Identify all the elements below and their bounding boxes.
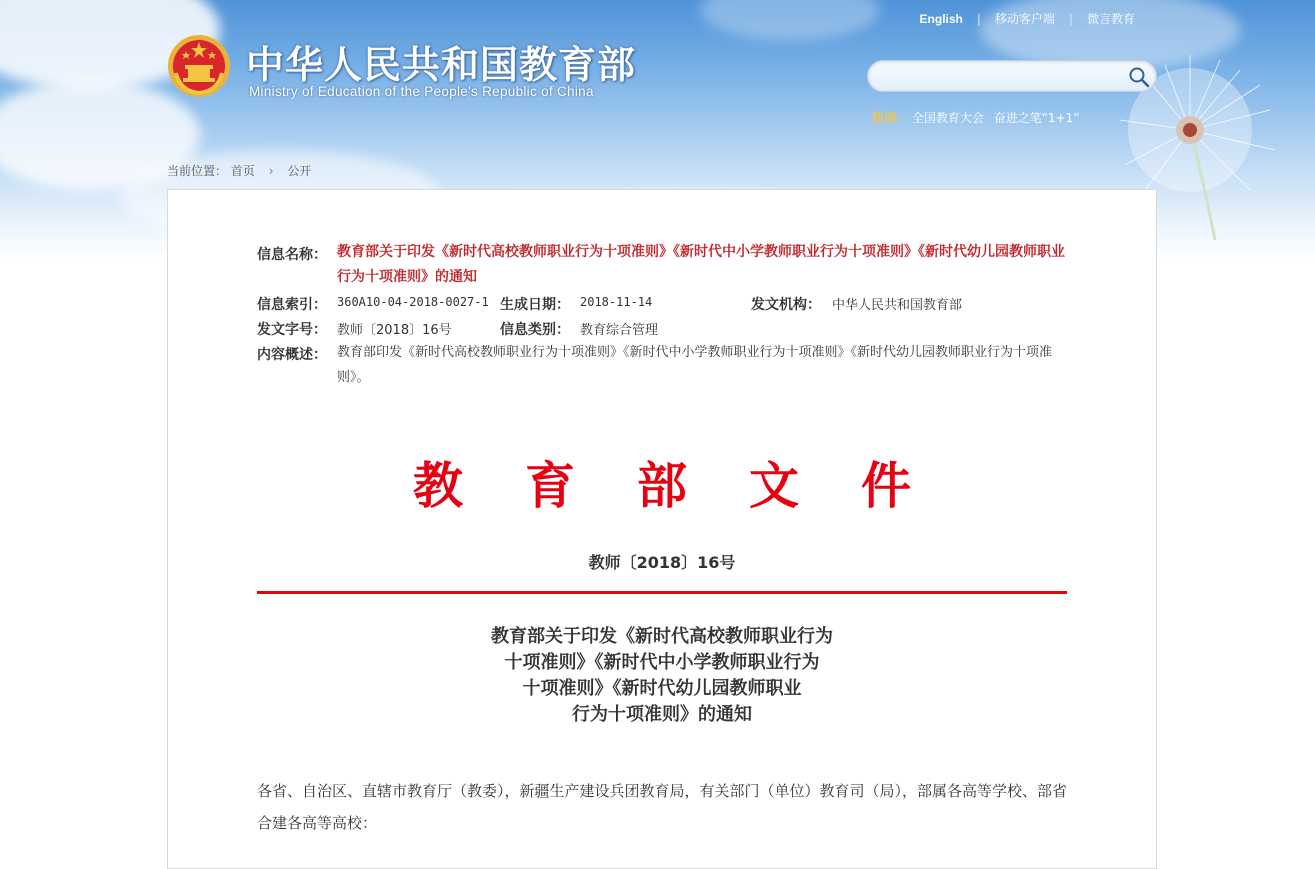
top-links bbox=[920, 10, 1135, 27]
category-value: 教育综合管理 bbox=[580, 323, 659, 338]
divider: | bbox=[1068, 11, 1073, 26]
hot-words bbox=[872, 109, 1085, 126]
info-index-label: 信息索引： bbox=[257, 297, 327, 313]
document-title bbox=[457, 624, 867, 728]
national-emblem-logo bbox=[166, 33, 232, 99]
site-title: 中华人民共和国教育部 bbox=[246, 42, 637, 87]
hot-word-link[interactable]: 奋进之笔“1+1” bbox=[993, 111, 1080, 125]
issuer-value: 中华人民共和国教育部 bbox=[832, 298, 963, 313]
date-label: 生成日期： bbox=[500, 297, 570, 313]
summary-label: 内容概述： bbox=[257, 347, 327, 363]
summary-value: 教育部印发《新时代高校教师职业行为十项准则》《新时代中小学教师职业行为十项准则》《新时代幼儿园教师职业行为十项准则》。 bbox=[337, 345, 1053, 385]
date-value: 2018-11-14 bbox=[580, 295, 653, 309]
hot-words-label: 热词： bbox=[872, 111, 909, 125]
divider: | bbox=[976, 11, 981, 26]
document-number: 教师〔2018〕16号 bbox=[588, 553, 736, 572]
search-box bbox=[867, 60, 1157, 92]
info-name-value: 教育部关于印发《新时代高校教师职业行为十项准则》《新时代中小学教师职业行为十项准则》《新时代幼儿园教师职业行为十项准则》的通知 bbox=[337, 244, 1065, 285]
cloud bbox=[700, 0, 880, 40]
english-link[interactable]: English bbox=[919, 11, 963, 26]
document-header: 教育部文件 bbox=[413, 456, 973, 515]
document-title-line: 行为十项准则》的通知 bbox=[572, 704, 752, 725]
breadcrumb-home[interactable]: 首页 bbox=[230, 164, 255, 178]
content-panel bbox=[167, 189, 1157, 869]
weiyan-education-link[interactable]: 微言教育 bbox=[1086, 12, 1135, 26]
info-name-label: 信息名称： bbox=[257, 247, 327, 263]
red-divider bbox=[257, 591, 1067, 594]
doc-number-label: 发文字号： bbox=[257, 322, 327, 338]
breadcrumb-prefix: 当前位置： bbox=[167, 164, 228, 178]
search-icon[interactable] bbox=[1128, 66, 1150, 88]
mobile-client-link[interactable]: 移动客户端 bbox=[994, 12, 1055, 26]
hot-word-link[interactable]: 全国教育大会 bbox=[911, 111, 984, 125]
site-title-english: Ministry of Education of the People's Republic of China bbox=[249, 84, 594, 99]
doc-number-value: 教师〔2018〕16号 bbox=[337, 323, 452, 338]
search-input[interactable] bbox=[882, 65, 1126, 89]
document-title-line: 十项准则》《新时代中小学教师职业行为 bbox=[504, 652, 820, 673]
document-title-line: 教育部关于印发《新时代高校教师职业行为 bbox=[491, 626, 833, 647]
document-title-line: 十项准则》《新时代幼儿园教师职业 bbox=[522, 678, 802, 699]
info-index-value: 360A10-04-2018-0027-1 bbox=[337, 295, 489, 309]
breadcrumb bbox=[167, 162, 311, 179]
breadcrumb-public[interactable]: 公开 bbox=[287, 164, 312, 178]
category-label: 信息类别： bbox=[500, 322, 570, 338]
issuer-label: 发文机构： bbox=[751, 297, 821, 313]
chevron-right-icon: › bbox=[268, 164, 274, 178]
document-body: 各省、自治区、直辖市教育厅（教委），新疆生产建设兵团教育局，有关部门（单位）教育司（局），部属各高等学校、部省合建各高等高校： bbox=[257, 782, 1068, 832]
